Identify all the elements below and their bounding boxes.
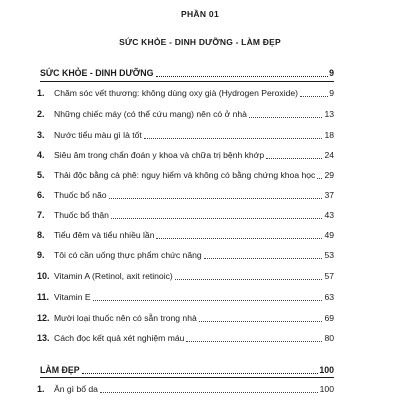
entry-number: 5. (37, 170, 45, 180)
toc-entry[interactable] (0, 209, 400, 221)
entry-title: Những chiếc máy (có thể cứu mạng) nên có ở nhà (54, 109, 247, 119)
toc-entry[interactable] (0, 87, 400, 99)
entry-number: 4. (37, 150, 45, 160)
entry-number: 11. (37, 292, 50, 302)
toc-entry[interactable] (0, 108, 400, 120)
entry-page-number: 53 (324, 250, 334, 260)
section-divider (40, 377, 334, 378)
entry-title: Nước tiểu màu gì là tốt (54, 130, 142, 140)
toc-entry[interactable] (0, 149, 400, 161)
entry-page-number: 43 (324, 210, 334, 220)
section-page-number: 100 (319, 365, 334, 375)
entry-title: Vitamin E (54, 292, 91, 302)
entry-title: Thuốc bổ thận (54, 210, 109, 220)
part-title: SỨC KHỎE - DINH DƯỠNG - LÀM ĐẸP (119, 37, 281, 47)
dot-leader (204, 250, 334, 259)
toc-entry[interactable] (0, 383, 400, 395)
entry-title: Mười loại thuốc nên có sẵn trong nhà (54, 313, 197, 323)
dot-leader (156, 230, 334, 239)
toc-entry[interactable] (0, 291, 400, 303)
part-label: PHẦN 01 (180, 9, 219, 19)
entry-page-number: 13 (324, 109, 334, 119)
entry-number: 1. (37, 384, 45, 394)
entry-title: Tiểu đêm và tiểu nhiều lần (54, 230, 155, 240)
dot-leader (82, 365, 334, 374)
entry-title: Cách đọc kết quả xét nghiệm máu (54, 333, 185, 343)
toc-entry[interactable] (0, 169, 400, 181)
dot-leader (186, 333, 334, 342)
entry-number: 9. (37, 250, 45, 260)
toc-entry[interactable] (0, 189, 400, 201)
dot-leader (111, 210, 334, 219)
toc-entry[interactable] (0, 332, 400, 344)
entry-page-number: 37 (324, 190, 334, 200)
entry-number: 1. (37, 88, 45, 98)
dot-leader (156, 68, 335, 77)
toc-entry[interactable] (0, 129, 400, 141)
entry-page-number: 57 (324, 271, 334, 281)
entry-title: Thải độc bằng cà phê: nguy hiểm và không có bằng chứng khoa học (54, 170, 316, 180)
entry-page-number: 69 (324, 313, 334, 323)
toc-entry[interactable] (0, 249, 400, 261)
entry-page-number: 24 (324, 150, 334, 160)
entry-number: 12. (37, 313, 50, 323)
entry-title: Siêu âm trong chẩn đoán y khoa và chữa trị bệnh khớp (54, 150, 265, 160)
toc-entry[interactable] (0, 312, 400, 324)
dot-leader (100, 384, 334, 393)
entry-page-number: 63 (324, 292, 334, 302)
dot-leader (144, 130, 334, 139)
entry-page-number: 49 (324, 230, 334, 240)
entry-page-number: 80 (324, 333, 334, 343)
section-heading-beauty[interactable] (0, 364, 400, 376)
entry-title: Thuốc bổ não (54, 190, 107, 200)
entry-number: 7. (37, 210, 45, 220)
entry-number: 10. (37, 271, 50, 281)
toc-entry[interactable] (0, 270, 400, 282)
dot-leader (199, 313, 334, 322)
dot-leader (93, 292, 334, 301)
dot-leader (249, 109, 334, 118)
entry-page-number: 100 (319, 384, 334, 394)
dot-leader (175, 271, 334, 280)
entry-title: Tôi có cần uống thực phẩm chức năng (54, 250, 202, 260)
entry-number: 6. (37, 190, 45, 200)
entry-page-number: 18 (324, 130, 334, 140)
entry-page-number: 9 (329, 88, 334, 98)
entry-number: 2. (37, 109, 45, 119)
entry-number: 8. (37, 230, 45, 240)
entry-number: 13. (37, 333, 50, 343)
dot-leader (109, 190, 334, 199)
section-heading-health[interactable] (0, 67, 400, 79)
entry-title: Ăn gì bổ da (54, 384, 98, 394)
section-page-number: 9 (329, 68, 334, 78)
entry-number: 3. (37, 130, 45, 140)
section-title: LÀM ĐẸP (40, 365, 80, 375)
entry-title: Chăm sóc vết thương: không dùng oxy già (Hydrogen Peroxide) (54, 88, 299, 98)
entry-title: Vitamin A (Retinol, axit retinoic) (54, 271, 173, 281)
section-title: SỨC KHỎE - DINH DƯỠNG (40, 68, 154, 78)
section-divider (40, 81, 334, 82)
toc-entry[interactable] (0, 229, 400, 241)
entry-page-number: 29 (324, 170, 334, 180)
